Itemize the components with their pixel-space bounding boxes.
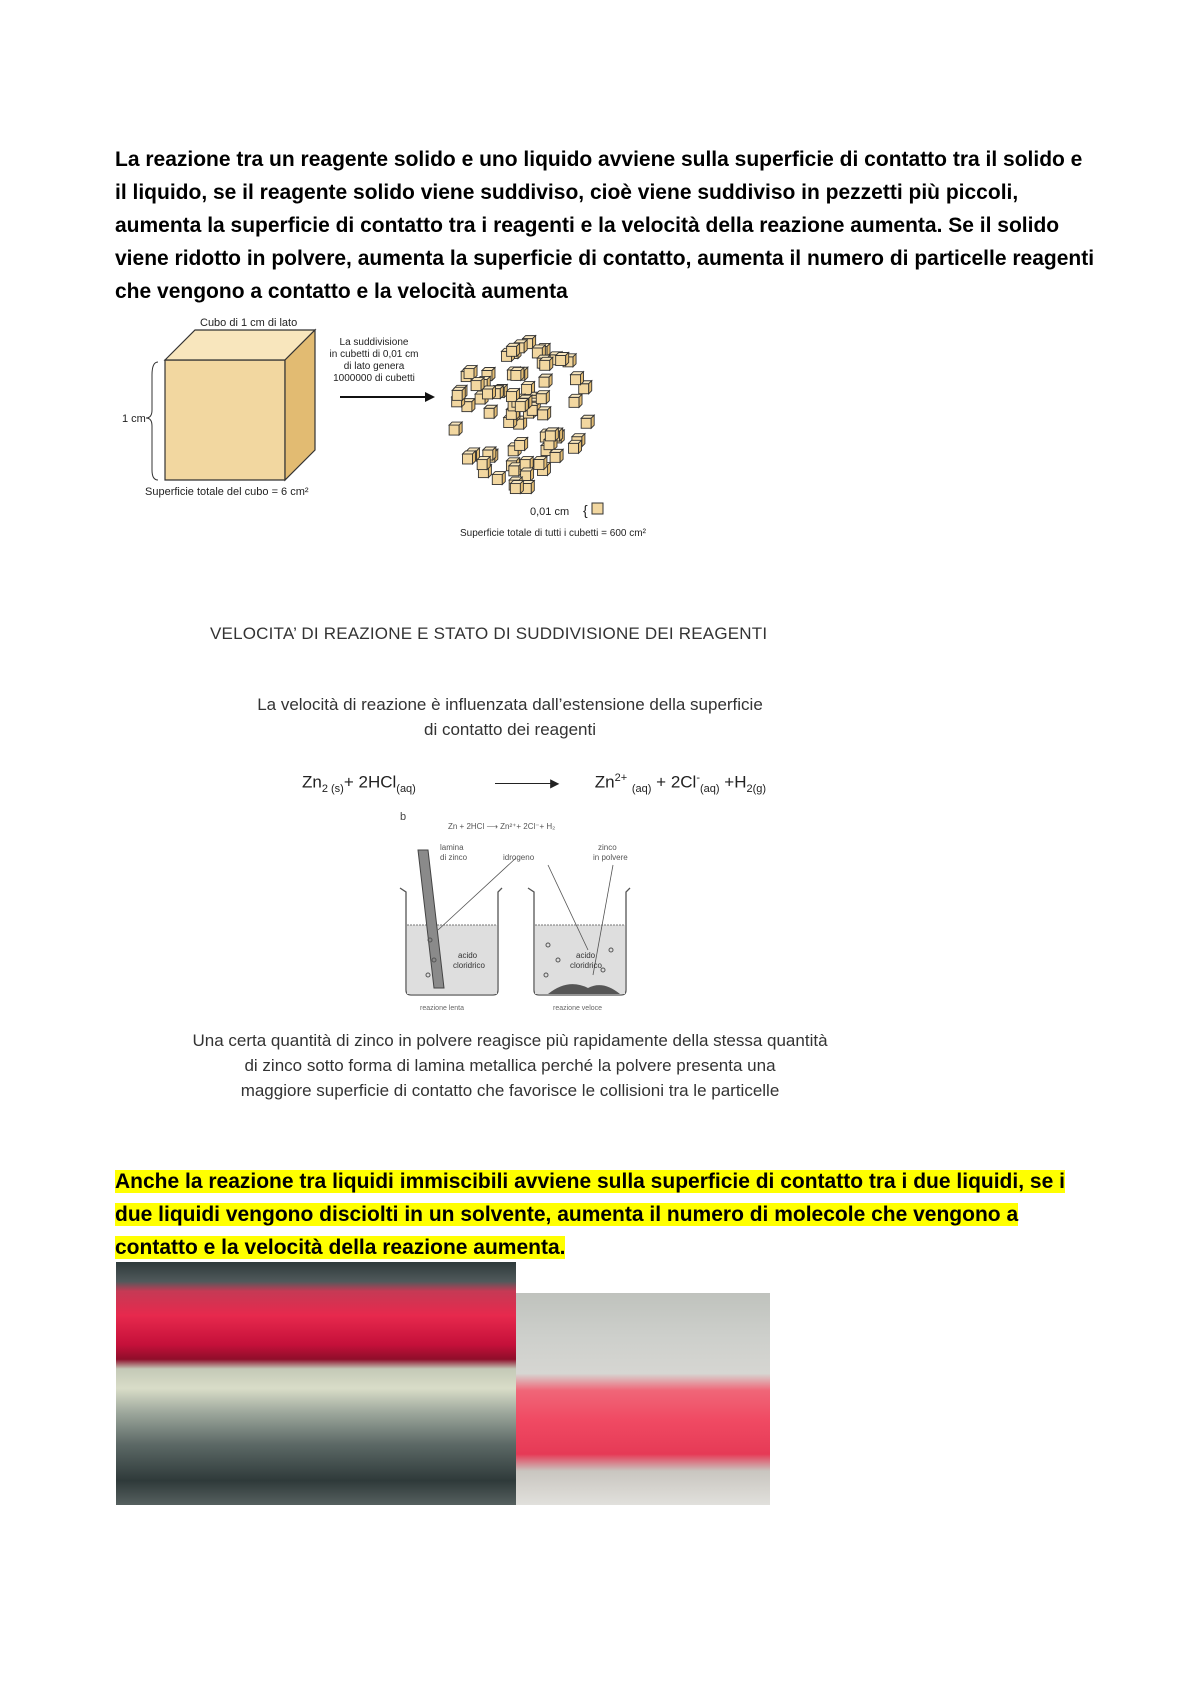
small-cube bbox=[538, 407, 551, 420]
small-cube bbox=[540, 357, 553, 370]
small-cube bbox=[449, 422, 462, 435]
small-cube bbox=[550, 449, 563, 462]
small-cube bbox=[492, 472, 505, 485]
reaction-equation: $Zn_{2 (s)}+ 2HCl_{(aq)}$ ▶ $Zn^{2+}$ $_{(aq)} + 2Cl^-_{(aq)} +H_{2(g)}$ bbox=[302, 772, 767, 796]
svg-text:reazione veloce: reazione veloce bbox=[553, 1005, 603, 1012]
small-cube bbox=[569, 394, 582, 407]
cube-subdivision-figure bbox=[120, 315, 700, 545]
small-cube bbox=[484, 405, 497, 418]
small-cube bbox=[545, 428, 558, 441]
label-b: b bbox=[400, 811, 407, 823]
svg-text:in cubetti di 0,01 cm: in cubetti di 0,01 cm bbox=[329, 349, 419, 360]
cube-surface-label: Superficie totale del cubo = 6 cm² bbox=[145, 486, 309, 498]
small-cube bbox=[515, 437, 528, 450]
svg-text:La suddivisione: La suddivisione bbox=[339, 337, 409, 348]
small-cube bbox=[471, 378, 484, 391]
svg-text:acido: acido bbox=[576, 951, 596, 960]
figure2-subtitle: La velocità di reazione è influenzata dall’estensione della superficie di contatto dei reagenti bbox=[257, 695, 763, 739]
svg-text:cloridrico: cloridrico bbox=[453, 961, 486, 970]
beakers-illustration bbox=[398, 810, 658, 1015]
single-small-cube bbox=[583, 502, 603, 518]
small-cube bbox=[464, 366, 477, 379]
beaker-fast bbox=[528, 865, 630, 1012]
svg-text:idrogeno: idrogeno bbox=[503, 853, 535, 862]
small-cube bbox=[539, 374, 552, 387]
small-cube bbox=[510, 481, 523, 494]
svg-text:lamina: lamina bbox=[440, 843, 464, 852]
small-cube bbox=[569, 440, 582, 453]
figure2-title: VELOCITA’ DI REAZIONE E STATO DI SUDDIVISIONE DEI REAGENTI bbox=[210, 624, 768, 643]
small-cube bbox=[581, 415, 594, 428]
small-cube bbox=[570, 372, 583, 385]
small-cube bbox=[536, 391, 549, 404]
svg-text:di lato genera: di lato genera bbox=[343, 361, 405, 372]
small-cube bbox=[477, 457, 490, 470]
beaker-slow bbox=[400, 850, 502, 1012]
small-side-label: 0,01 cm bbox=[530, 506, 570, 518]
svg-text:reazione lenta: reazione lenta bbox=[420, 1005, 464, 1012]
svg-text:di zinco: di zinco bbox=[440, 853, 468, 862]
small-cube bbox=[556, 352, 569, 365]
small-cubes-cluster bbox=[449, 336, 594, 494]
small-cube bbox=[534, 456, 547, 469]
small-cube bbox=[452, 387, 465, 400]
small-cube bbox=[515, 399, 528, 412]
paragraph-solid-liquid: La reazione tra un reagente solido e uno liquido avviene sulla superficie di contatto tra il solido e il liquido, se il reagente solido viene suddiviso, cioè viene suddiviso in pezzetti più piccoli, aumenta la superficie di contatto tra i reagenti e la velocità della reazione aumenta. Se il solido viene ridotto in polvere, aumenta la superficie di contatto, aumenta il numero di particelle reagenti che vengono a contatto e la velocità aumenta bbox=[115, 148, 1095, 303]
svg-text:acido: acido bbox=[458, 951, 478, 960]
svg-text:1000000 di cubetti: 1000000 di cubetti bbox=[333, 373, 415, 384]
svg-text:in polvere: in polvere bbox=[593, 853, 628, 862]
svg-text:{: { bbox=[583, 502, 588, 518]
paragraph-immiscible-liquids: Anche la reazione tra liquidi immiscibili avviene sulla superficie di contatto tra i due liquidi, se i due liquidi vengono disciolti in un solvente, aumenta il numero di molecole che vengono a contatto e la velocità della reazione aumenta. bbox=[115, 1170, 1065, 1259]
svg-text:zinco: zinco bbox=[598, 843, 617, 852]
figure2-caption: Una certa quantità di zinco in polvere reagisce più rapidamente della stessa quantità di zinco sotto forma di lamina metallica perché la polvere presenta una maggiore superficie di contatto che favorisce le collisioni tra le particelle bbox=[192, 1031, 828, 1100]
svg-text:cloridrico: cloridrico bbox=[570, 961, 603, 970]
small-cube bbox=[511, 367, 524, 380]
wine-glass-photo-mixed bbox=[516, 1293, 770, 1505]
small-equation: Zn + 2HCl ⟶ Zn²⁺+ 2Cl⁻+ H₂ bbox=[448, 822, 556, 831]
cube-label: Cubo di 1 cm di lato bbox=[200, 317, 298, 329]
side-label: 1 cm bbox=[122, 413, 146, 425]
wine-glass-photo-layered bbox=[116, 1262, 516, 1505]
subdivision-arrow bbox=[330, 337, 435, 402]
small-cube bbox=[507, 343, 520, 356]
big-cube bbox=[165, 330, 315, 480]
cubes-surface-label: Superficie totale di tutti i cubetti = 600 cm² bbox=[460, 528, 646, 539]
small-cube bbox=[463, 451, 476, 464]
